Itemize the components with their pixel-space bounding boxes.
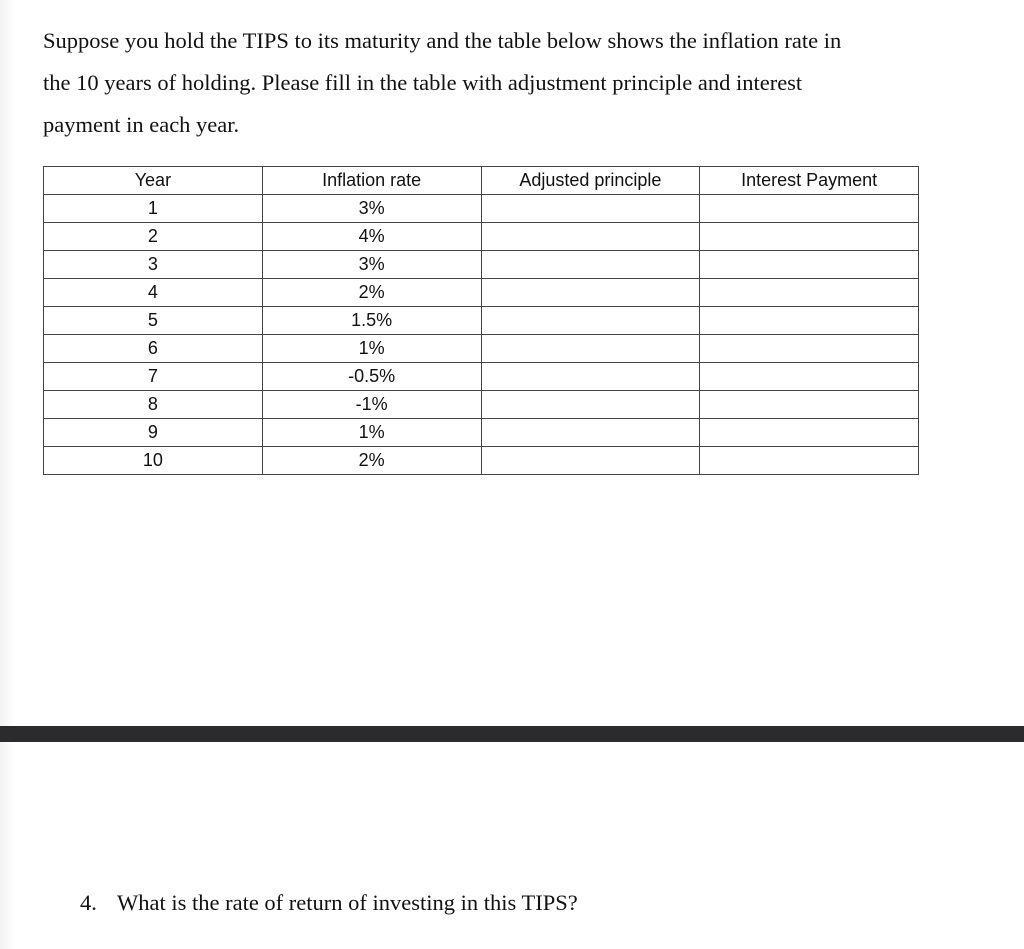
cell-year: 1 (44, 195, 263, 223)
cell-inflation-rate: -0.5% (262, 363, 481, 391)
header-year: Year (44, 167, 263, 195)
header-adjusted-principle: Adjusted principle (481, 167, 700, 195)
cell-adjusted-principle (481, 251, 700, 279)
cell-interest-payment (700, 391, 919, 419)
cell-inflation-rate: 3% (262, 251, 481, 279)
cell-inflation-rate: 2% (262, 279, 481, 307)
table-row (44, 279, 919, 307)
table-body (44, 195, 919, 475)
cell-adjusted-principle (481, 419, 700, 447)
cell-interest-payment (700, 447, 919, 475)
cell-interest-payment (700, 279, 919, 307)
cell-inflation-rate: 2% (262, 447, 481, 475)
cell-adjusted-principle (481, 195, 700, 223)
cell-inflation-rate: 1% (262, 419, 481, 447)
intro-line-1: Suppose you hold the TIPS to its maturity and the table below shows the inflation rate in (43, 28, 842, 53)
cell-adjusted-principle (481, 223, 700, 251)
cell-inflation-rate: 1.5% (262, 307, 481, 335)
cell-year: 9 (44, 419, 263, 447)
cell-inflation-rate: -1% (262, 391, 481, 419)
cell-interest-payment (700, 307, 919, 335)
cell-year: 8 (44, 391, 263, 419)
header-inflation-rate: Inflation rate (262, 167, 481, 195)
table-row (44, 419, 919, 447)
cell-interest-payment (700, 419, 919, 447)
table-row (44, 391, 919, 419)
cell-adjusted-principle (481, 391, 700, 419)
table-header-row (44, 167, 919, 195)
table-row (44, 307, 919, 335)
question-text: What is the rate of return of investing in this TIPS? (117, 890, 578, 915)
cell-year: 10 (44, 447, 263, 475)
cell-year: 7 (44, 363, 263, 391)
table-row (44, 223, 919, 251)
divider-bar (0, 726, 1024, 742)
table-row (44, 251, 919, 279)
cell-inflation-rate: 1% (262, 335, 481, 363)
inflation-table (43, 166, 919, 475)
cell-interest-payment (700, 223, 919, 251)
header-interest-payment: Interest Payment (700, 167, 919, 195)
cell-adjusted-principle (481, 335, 700, 363)
table-row (44, 335, 919, 363)
cell-interest-payment (700, 363, 919, 391)
question-number: 4. (80, 890, 97, 915)
cell-year: 3 (44, 251, 263, 279)
intro-line-3: payment in each year. (43, 112, 240, 137)
table-row (44, 447, 919, 475)
table-row (44, 363, 919, 391)
cell-interest-payment (700, 335, 919, 363)
table-row (44, 195, 919, 223)
cell-year: 4 (44, 279, 263, 307)
intro-line-2: the 10 years of holding. Please fill in the table with adjustment principle and interest (43, 70, 803, 95)
cell-interest-payment (700, 195, 919, 223)
cell-year: 6 (44, 335, 263, 363)
cell-adjusted-principle (481, 307, 700, 335)
page-edge-shadow (0, 0, 14, 949)
cell-adjusted-principle (481, 279, 700, 307)
cell-interest-payment (700, 251, 919, 279)
intro-paragraph (43, 20, 943, 146)
question-4 (80, 885, 578, 921)
cell-adjusted-principle (481, 447, 700, 475)
cell-year: 5 (44, 307, 263, 335)
cell-year: 2 (44, 223, 263, 251)
cell-inflation-rate: 3% (262, 195, 481, 223)
cell-adjusted-principle (481, 363, 700, 391)
cell-inflation-rate: 4% (262, 223, 481, 251)
